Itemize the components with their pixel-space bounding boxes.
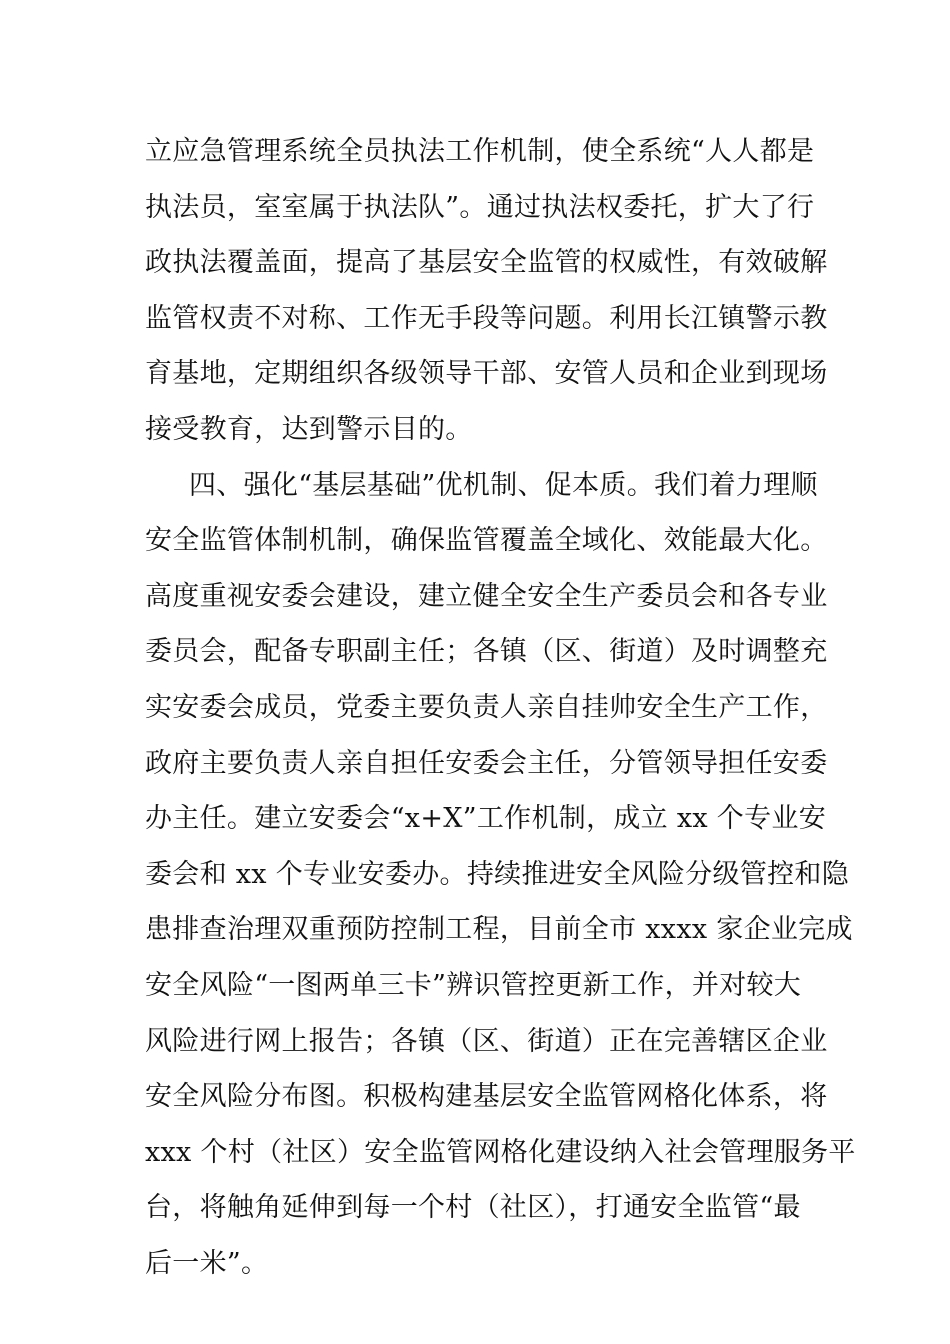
paragraph-2-line-12: 安全风险分布图。积极构建基层安全监管网格化体系，将 xyxy=(145,1081,828,1113)
paragraph-2-line-3: 高度重视安委会建设，建立健全安全生产委员会和各专业 xyxy=(145,580,828,612)
paragraph-2-line-9: 患排查治理双重预防控制工程，目前全市 xxxx 家企业完成 xyxy=(145,914,853,946)
paragraph-2-line-10: 安全风险“一图两单三卡”辨识管控更新工作，并对较大 xyxy=(145,969,802,1001)
paragraph-2-line-5: 实安委会成员，党委主要负责人亲自挂帅安全生产工作， xyxy=(145,691,828,723)
paragraph-1-line-1: 立应急管理系统全员执法工作机制，使全系统“人人都是 xyxy=(145,136,815,167)
paragraph-2-line-8: 委会和 xx 个专业安委办。持续推进安全风险分级管控和隐 xyxy=(145,858,850,890)
document-body xyxy=(145,124,856,1291)
paragraph-1-line-6: 接受教育，达到警示目的。 xyxy=(145,413,473,445)
paragraph-1-line-5: 育基地，定期组织各级领导干部、安管人员和企业到现场 xyxy=(145,358,828,390)
paragraph-2-line-1: 四、强化“基层基础”优机制、促本质。我们着力理顺 xyxy=(189,469,818,501)
paragraph-2-line-13: xxx 个村（社区）安全监管网格化建设纳入社会管理服务平 xyxy=(145,1136,856,1168)
paragraph-2-line-7: 办主任。建立安委会“x+X”工作机制，成立 xx 个专业安 xyxy=(145,803,826,835)
paragraph-2-line-4: 委员会，配备专职副主任；各镇（区、街道）及时调整充 xyxy=(145,636,828,668)
paragraph-2-line-11: 风险进行网上报告；各镇（区、街道）正在完善辖区企业 xyxy=(145,1025,828,1057)
paragraph-2-line-15: 后一米”。 xyxy=(145,1247,269,1279)
paragraph-2-line-14: 台，将触角延伸到每一个村（社区），打通安全监管“最 xyxy=(145,1192,801,1224)
paragraph-2-line-6: 政府主要负责人亲自担任安委会主任，分管领导担任安委 xyxy=(145,747,828,779)
paragraph-1-line-4: 监管权责不对称、工作无手段等问题。利用长江镇警示教 xyxy=(145,302,828,334)
paragraph-1-line-2: 执法员，室室属于执法队”。通过执法权委托，扩大了行 xyxy=(145,191,815,223)
paragraph-2-line-2: 安全监管体制机制，确保监管覆盖全域化、效能最大化。 xyxy=(145,525,828,557)
paragraph-1-line-3: 政执法覆盖面，提高了基层安全监管的权威性，有效破解 xyxy=(145,247,828,279)
